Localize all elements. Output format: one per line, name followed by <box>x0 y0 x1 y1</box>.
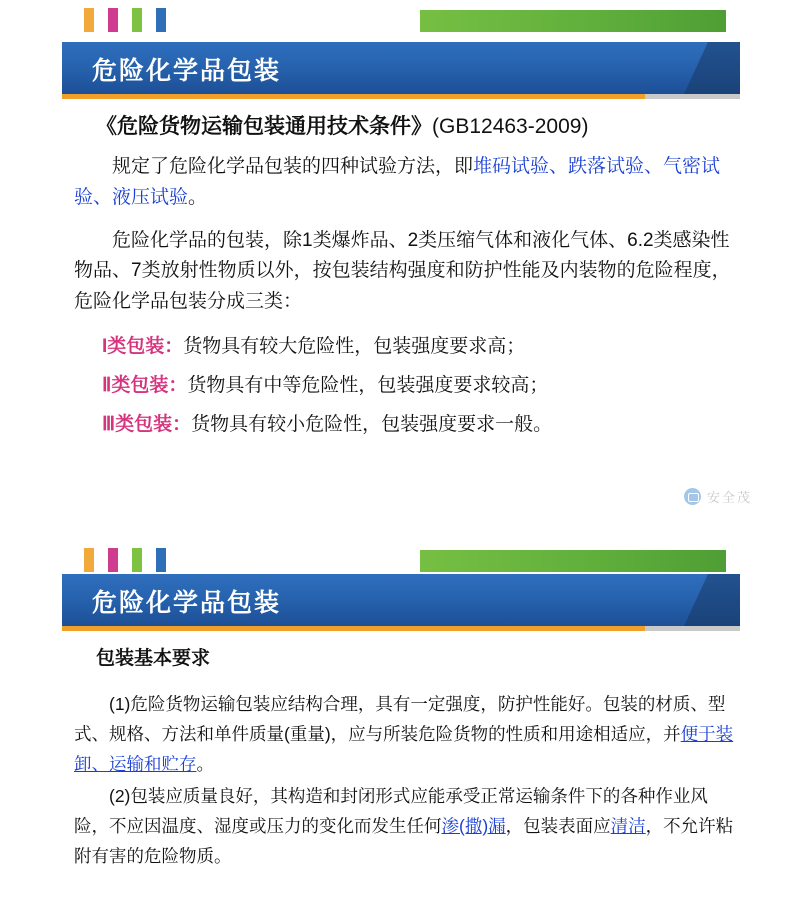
class-row-1 <box>74 330 734 363</box>
standard-code: (GB12463-2009) <box>432 115 589 138</box>
class-row-3 <box>74 408 734 441</box>
item2-highlight-2: 清洁 <box>610 816 646 837</box>
requirement-item-2 <box>74 781 734 871</box>
class-2-tag: Ⅱ类包装： <box>102 375 188 397</box>
item1-highlight: 便于装卸、运输和贮存 <box>74 723 734 774</box>
class-2-desc: 货物具有中等危险性，包装强度要求较高； <box>187 375 549 397</box>
item2-highlight-1: 渗(撒)漏 <box>441 816 506 837</box>
tick-orange <box>84 548 94 572</box>
watermark <box>684 487 752 506</box>
item2-part-a: (2)包装应质量良好，其构造和封闭形式应能承受正常运输条件下的各种作业风险，不应因温度、湿度或压力的变化而发生任何 <box>74 786 708 837</box>
tick-blue <box>156 8 166 32</box>
para1-part-a: 规定了危险化学品包装的四种试验方法，即 <box>112 156 474 178</box>
tick-green <box>132 548 142 572</box>
slide-2-title: 危险化学品包装 <box>92 589 282 617</box>
item1-part-a: (1)危险货物运输包装应结构合理，具有一定强度，防护性能好。包装的材质、型式、规格、方法和单件质量(重量)，应与所装危险货物的性质和用途相适应，并 <box>74 693 726 744</box>
tick-magenta <box>108 8 118 32</box>
class-row-2 <box>74 369 734 402</box>
slide-2-body <box>74 644 734 873</box>
class-3-tag: Ⅲ类包装： <box>102 414 192 436</box>
item1-part-c: 。 <box>196 753 214 774</box>
requirement-item-1 <box>74 689 734 779</box>
slide-1-color-ticks <box>0 0 796 32</box>
slide-2-banner-underline <box>62 626 740 631</box>
slide-1-title: 危险化学品包装 <box>92 57 282 85</box>
top-green-bar <box>420 550 726 572</box>
watermark-label: 安全茂 <box>706 490 752 505</box>
top-green-bar <box>420 10 726 32</box>
paragraph-classification: 危险化学品的包装，除1类爆炸品、2类压缩气体和液化气体、6.2类感染性物品、7类放射性物质以外，按包装结构强度和防护性能及内装物的危险程度，危险化学品包装分成三类： <box>74 229 731 313</box>
sub-heading: 包装基本要求 <box>96 648 211 669</box>
slide-1-banner <box>62 42 740 94</box>
para1-test-list: 堆码试验、跌落试验、气密试验、液压试验 <box>74 156 721 208</box>
slide-2-banner <box>62 574 740 626</box>
standard-name: 《危险货物运输包装通用技术条件》 <box>96 115 432 138</box>
standard-title <box>74 110 734 144</box>
paragraph-test-methods <box>74 152 734 214</box>
slide-1-banner-underline <box>62 94 740 99</box>
spacer <box>74 320 734 330</box>
class-1-desc: 货物具有较大危险性，包装强度要求高； <box>183 335 526 357</box>
slide-2 <box>0 540 796 897</box>
banner-notch <box>684 574 740 626</box>
item2-part-c: ，包装表面应 <box>505 816 611 837</box>
item2-part-e: ，不允许粘附有害的危险物质。 <box>74 816 734 867</box>
tick-orange <box>84 8 94 32</box>
class-3-desc: 货物具有较小危险性，包装强度要求一般。 <box>191 414 553 436</box>
class-1-tag: I类包装： <box>102 335 184 357</box>
tick-blue <box>156 548 166 572</box>
wechat-icon <box>684 488 701 505</box>
tick-green <box>132 8 142 32</box>
banner-notch <box>684 42 740 94</box>
tick-magenta <box>108 548 118 572</box>
slide-2-color-ticks <box>0 540 796 572</box>
para1-part-c: 。 <box>188 186 208 208</box>
slide-1-body <box>74 110 734 448</box>
